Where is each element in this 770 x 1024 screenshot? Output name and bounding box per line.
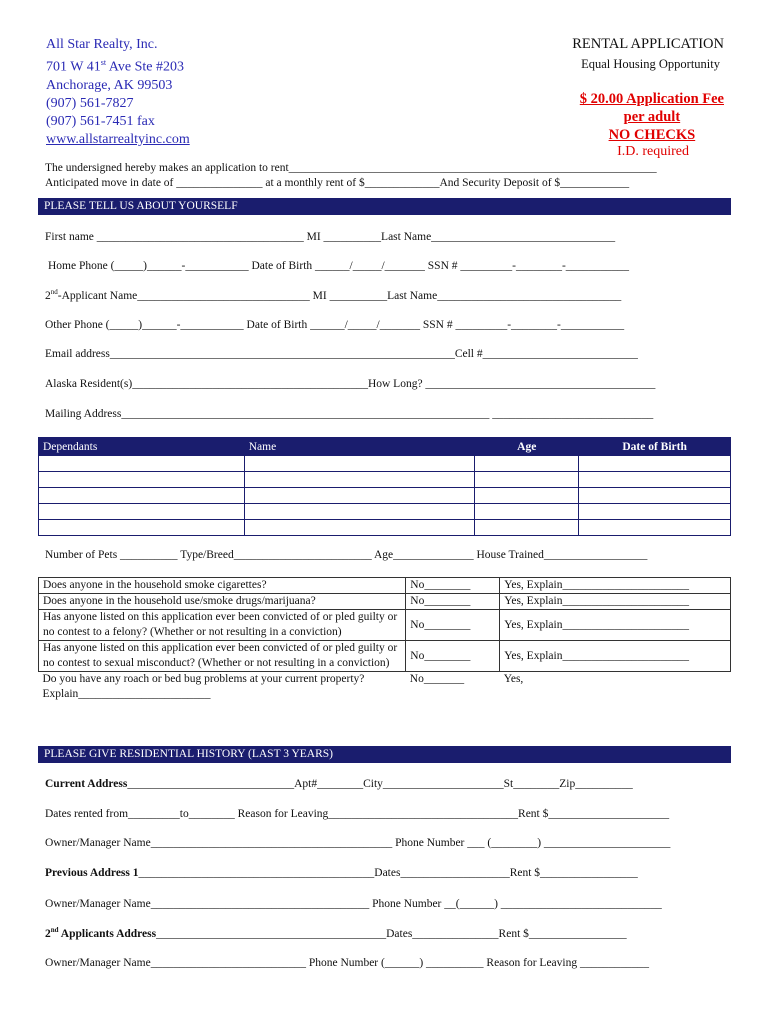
fee-no-checks: NO CHECKS bbox=[608, 127, 696, 143]
company-address-line2: Anchorage, AK 99503 bbox=[46, 77, 173, 93]
dependant-age-cell[interactable] bbox=[475, 520, 579, 536]
section-about-yourself-header: PLEASE TELL US ABOUT YOURSELF bbox=[38, 198, 731, 215]
answer-yes[interactable]: Yes, Explain______________________ bbox=[500, 578, 731, 594]
pets-line[interactable]: Number of Pets __________ Type/Breed________________________ Age______________ House Trained__________________ bbox=[45, 549, 648, 561]
section-residential-history-header: PLEASE GIVE RESIDENTIAL HISTORY (LAST 3 YEARS) bbox=[38, 746, 731, 763]
dependant-cell[interactable] bbox=[39, 472, 245, 488]
answer-no[interactable]: No________ bbox=[406, 594, 500, 610]
question-text: Does anyone in the household smoke cigarettes? bbox=[39, 578, 406, 594]
owner-manager-line-3[interactable]: Owner/Manager Name___________________________ Phone Number (______) __________ Reason for Leaving ____________ bbox=[45, 957, 649, 969]
company-phone: (907) 561-7827 bbox=[46, 95, 134, 111]
fee-per-adult: per adult bbox=[623, 109, 681, 125]
household-questions-table bbox=[38, 577, 731, 702]
answer-yes[interactable]: Yes, Explain______________________ bbox=[500, 641, 731, 672]
dependant-cell[interactable] bbox=[39, 520, 245, 536]
table-row bbox=[39, 472, 731, 488]
table-row bbox=[39, 488, 731, 504]
answer-yes[interactable]: Yes, bbox=[503, 673, 524, 685]
owner-manager-line-1[interactable]: Owner/Manager Name__________________________________________ Phone Number ___ (________) ______________________ bbox=[45, 837, 671, 849]
dependant-dob-cell[interactable] bbox=[579, 456, 731, 472]
name-header: Name bbox=[244, 438, 475, 456]
application-fee-notice bbox=[580, 90, 724, 144]
dependant-name-cell[interactable] bbox=[244, 456, 475, 472]
question-text: Does anyone in the household use/smoke drugs/marijuana? bbox=[39, 594, 406, 610]
answer-no[interactable]: No________ bbox=[406, 641, 500, 672]
question-text: Has anyone listed on this application ever been convicted of or pled guilty or no contest to a felony? (Whether or not resulting in a conviction) bbox=[39, 610, 406, 641]
question-row bbox=[39, 594, 731, 610]
dependants-table bbox=[38, 437, 731, 536]
table-row bbox=[39, 456, 731, 472]
mailing-address-line[interactable]: Mailing Address________________________________________________________________ ____________________________ bbox=[45, 408, 654, 420]
move-in-line[interactable]: Anticipated move in date of _______________ at a monthly rent of $_____________And Security Deposit of $____________ bbox=[45, 177, 630, 189]
other-phone-line[interactable]: Other Phone (_____)______-___________ Date of Birth ______/_____/_______ SSN # _________-________-___________ bbox=[45, 319, 625, 331]
form-subtitle: Equal Housing Opportunity bbox=[581, 57, 720, 71]
dependant-dob-cell[interactable] bbox=[579, 472, 731, 488]
dependant-dob-cell[interactable] bbox=[579, 488, 731, 504]
answer-no[interactable]: No________ bbox=[406, 578, 500, 594]
second-applicant-address-line[interactable]: 2nd Applicants Address________________________________________Dates_______________Rent $_________________ bbox=[45, 926, 627, 940]
answer-yes[interactable]: Yes, Explain______________________ bbox=[500, 594, 731, 610]
dependant-age-cell[interactable] bbox=[475, 456, 579, 472]
dependant-cell[interactable] bbox=[39, 456, 245, 472]
answer-yes[interactable]: Yes, Explain______________________ bbox=[500, 610, 731, 641]
form-title: RENTAL APPLICATION bbox=[572, 36, 724, 52]
dependant-name-cell[interactable] bbox=[244, 504, 475, 520]
question-row bbox=[39, 641, 731, 672]
question-row bbox=[39, 672, 731, 703]
dependant-age-cell[interactable] bbox=[475, 504, 579, 520]
alaska-resident-line[interactable]: Alaska Resident(s)_________________________________________How Long? ________________________________________ bbox=[45, 378, 656, 390]
rent-property-line[interactable]: The undersigned hereby makes an application to rent________________________________________________________________ bbox=[45, 162, 657, 174]
dependant-name-cell[interactable] bbox=[244, 488, 475, 504]
dependant-age-cell[interactable] bbox=[475, 472, 579, 488]
question-text: Has anyone listed on this application ever been convicted of or pled guilty or no contest to sexual misconduct? (Whether or not resulting in a conviction) bbox=[39, 641, 406, 672]
previous-address-line[interactable]: Previous Address 1_________________________________________Dates___________________Rent $_________________ bbox=[45, 867, 638, 879]
id-required-notice: I.D. required bbox=[617, 144, 689, 159]
dependant-age-cell[interactable] bbox=[475, 488, 579, 504]
company-fax: (907) 561-7451 fax bbox=[46, 113, 155, 129]
fee-amount: $ 20.00 Application Fee bbox=[579, 91, 724, 107]
dates-rented-line[interactable]: Dates rented from_________to________ Reason for Leaving_________________________________Rent $_____________________ bbox=[45, 808, 670, 820]
dob-header: Date of Birth bbox=[579, 438, 731, 456]
answer-no[interactable]: No________ bbox=[406, 610, 500, 641]
first-name-line[interactable]: First name ____________________________________ MI __________Last Name________________________________ bbox=[45, 231, 616, 243]
dependant-name-cell[interactable] bbox=[244, 520, 475, 536]
company-name: All Star Realty, Inc. bbox=[46, 37, 158, 52]
dependants-header-row bbox=[39, 438, 731, 456]
home-phone-line[interactable]: Home Phone (_____)______-___________ Date of Birth ______/_____/_______ SSN # _________-________-___________ bbox=[48, 260, 630, 272]
second-applicant-name-line[interactable]: 2nd-Applicant Name______________________________ MI __________Last Name________________________________ bbox=[45, 288, 622, 302]
dependant-name-cell[interactable] bbox=[244, 472, 475, 488]
dependants-header: Dependants bbox=[39, 438, 245, 456]
company-info bbox=[46, 36, 190, 149]
question-row bbox=[39, 610, 731, 641]
table-row bbox=[39, 504, 731, 520]
question-row bbox=[39, 578, 731, 594]
email-line[interactable]: Email address____________________________________________________________Cell #___________________________ bbox=[45, 348, 638, 360]
current-address-line[interactable]: Current Address_____________________________Apt#________City_____________________St________Zip__________ bbox=[45, 778, 633, 790]
dependant-cell[interactable] bbox=[39, 488, 245, 504]
answer-no[interactable]: No_______ bbox=[409, 673, 465, 685]
dependant-dob-cell[interactable] bbox=[579, 504, 731, 520]
owner-manager-line-2[interactable]: Owner/Manager Name______________________________________ Phone Number __(______) ____________________________ bbox=[45, 898, 662, 910]
dependant-dob-cell[interactable] bbox=[579, 520, 731, 536]
age-header: Age bbox=[475, 438, 579, 456]
company-address-line1: 701 W 41st Ave Ste #203 bbox=[46, 58, 184, 75]
question-text: Do you have any roach or bed bug problems at your current property? Explain_______________________ bbox=[42, 673, 365, 700]
company-website[interactable]: www.allstarrealtyinc.com bbox=[46, 131, 190, 147]
table-row bbox=[39, 520, 731, 536]
dependant-cell[interactable] bbox=[39, 504, 245, 520]
